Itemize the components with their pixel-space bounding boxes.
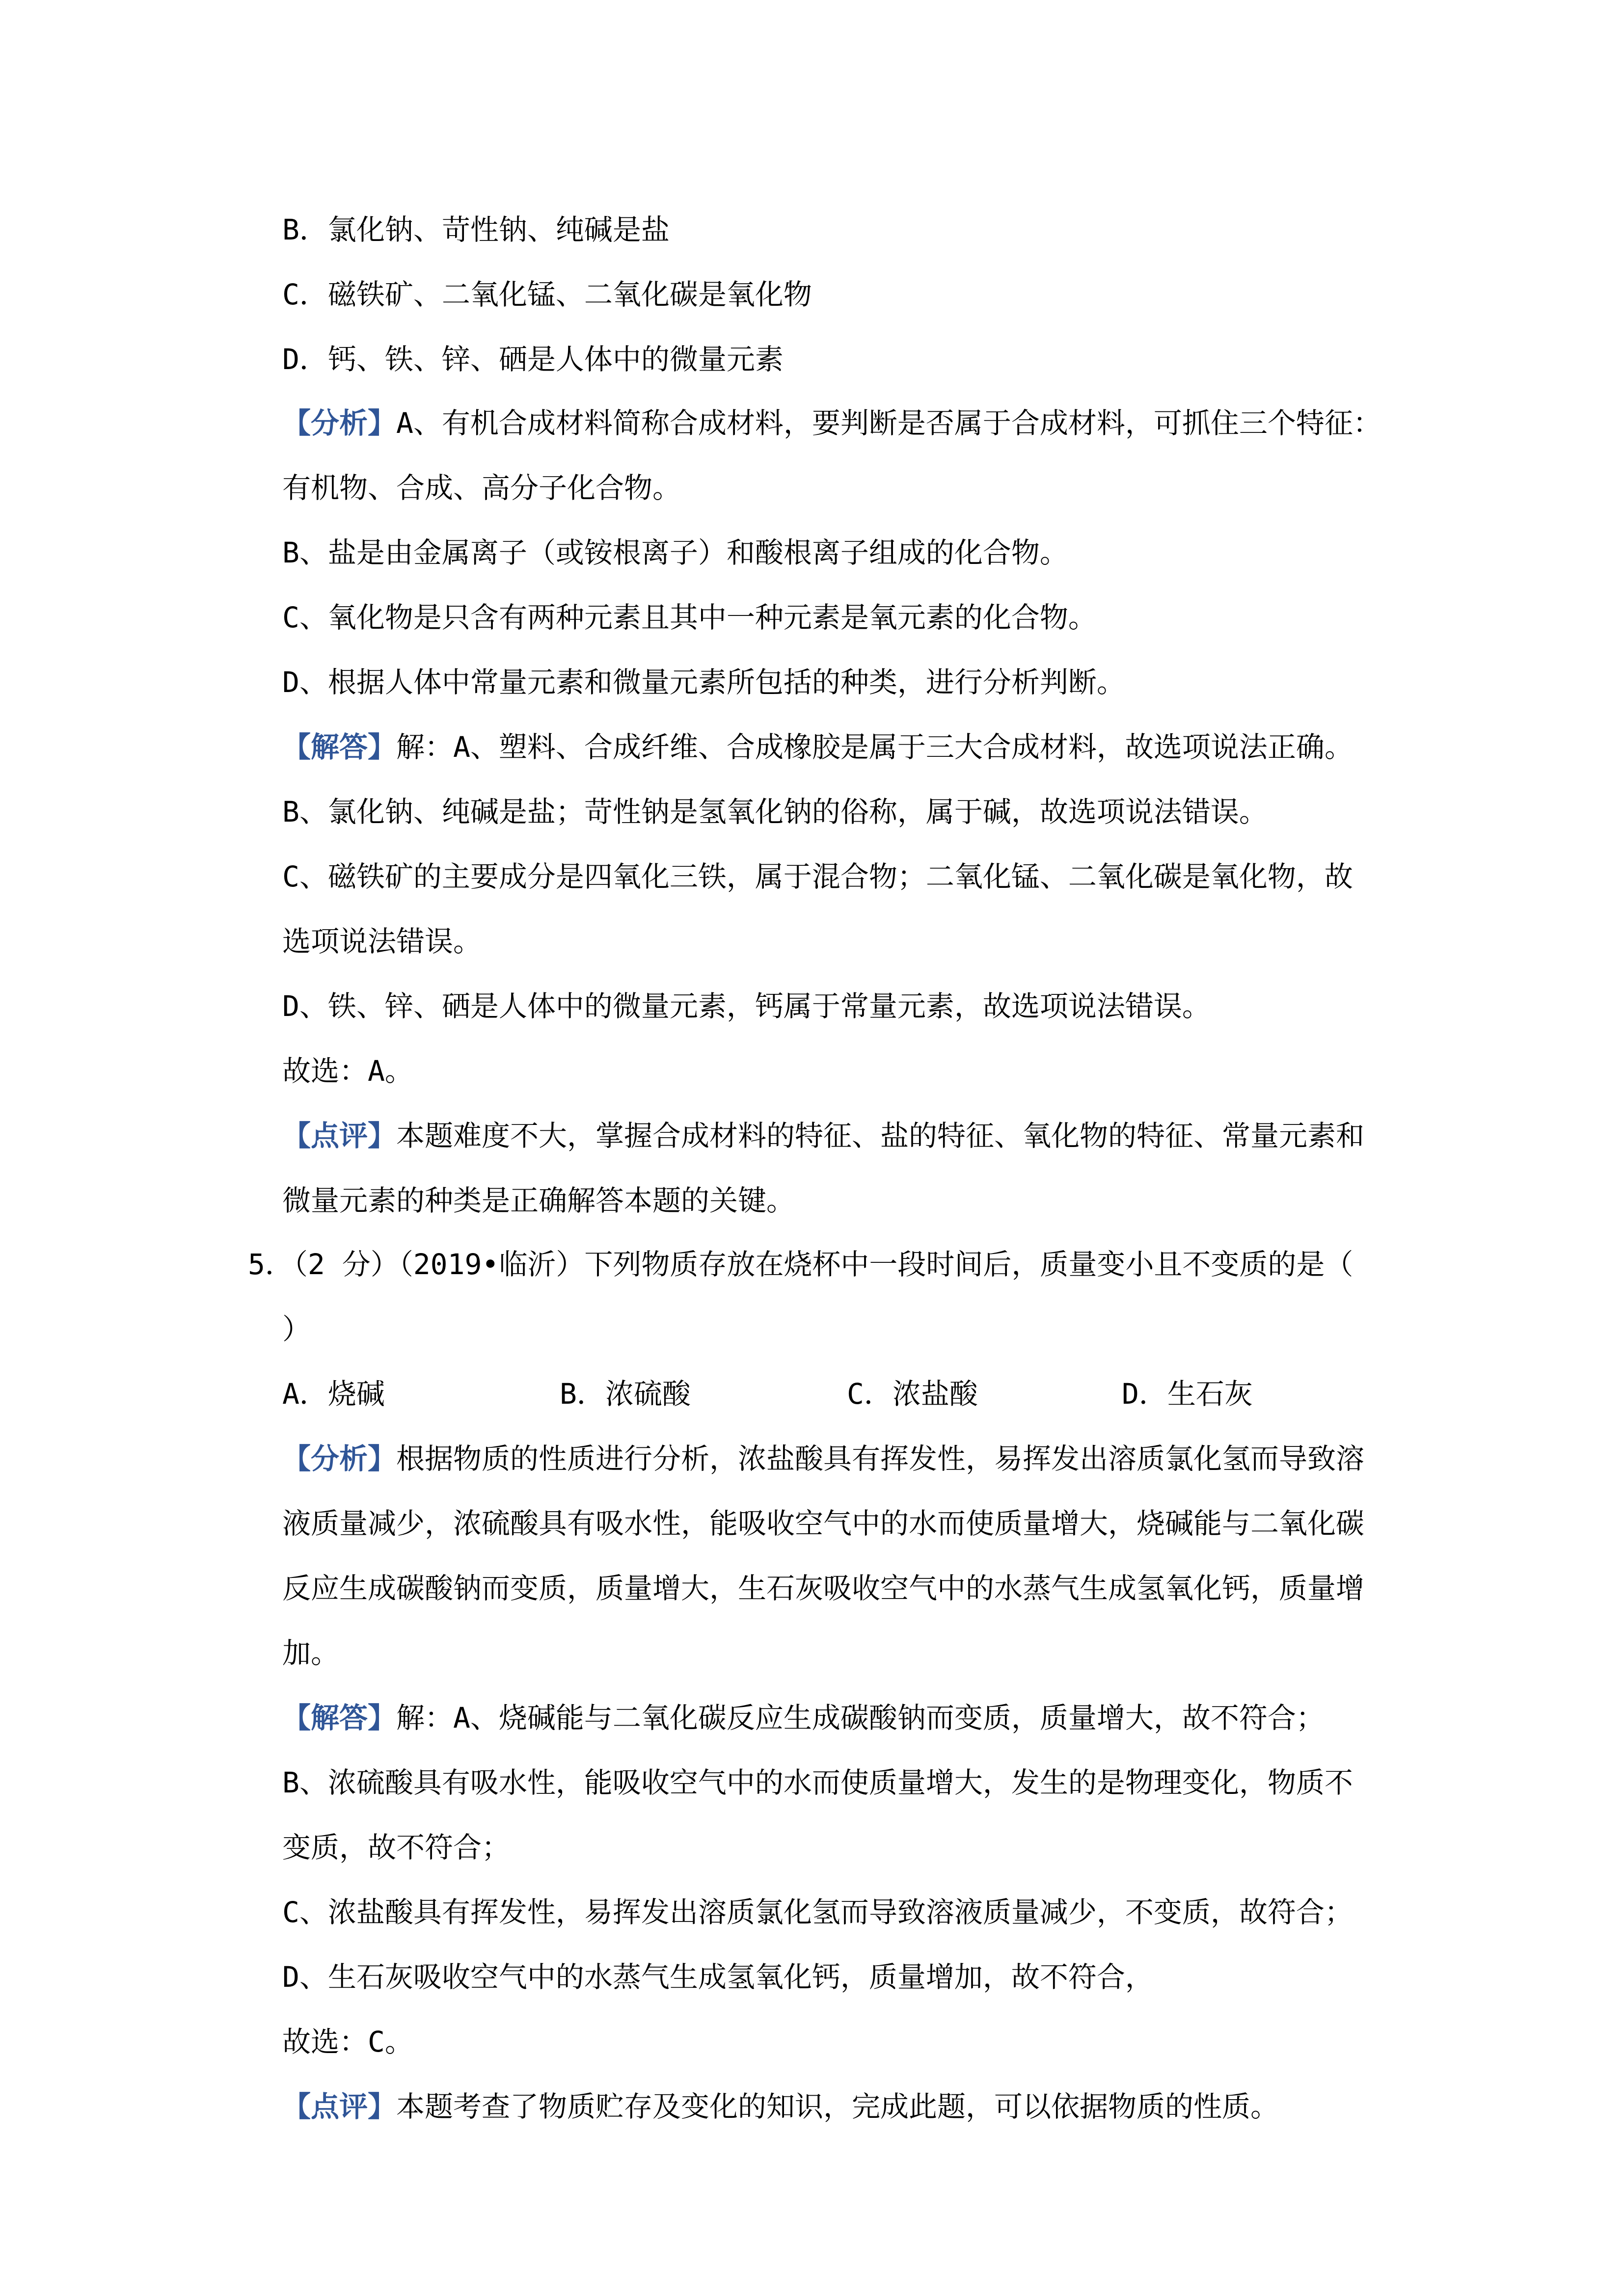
q4-analysis-text-4: C、氧化物是只含有两种元素且其中一种元素是氧元素的化合物。: [282, 601, 1097, 634]
q4-option-b: B．氯化钠、苛性钠、纯碱是盐: [282, 213, 670, 246]
q5-answer-text-1: 解：A、烧碱能与二氧化碳反应生成碳酸钠而变质，质量增大，故不符合；: [396, 1701, 1325, 1735]
q5-option-a: A．烧碱: [282, 1377, 385, 1411]
q4-analysis-text-3: B、盐是由金属离子（或铵根离子）和酸根离子组成的化合物。: [282, 536, 1068, 569]
q5-answer-text-5: D、生石灰吸收空气中的水蒸气生成氢氧化钙，质量增加，故不符合，: [282, 1960, 1154, 1994]
q5-answer-text-4: C、浓盐酸具有挥发性，易挥发出溶质氯化氢而导致溶液质量减少，不变质，故符合；: [282, 1896, 1353, 1929]
q5-comment-line: [282, 2087, 1279, 2126]
q4-comment-line: [282, 1116, 1364, 1155]
q5-comment-text-1: 本题考查了物质贮存及变化的知识，完成此题，可以依据物质的性质。: [396, 2090, 1279, 2123]
q4-answer-text-1: 解：A、塑料、合成纤维、合成橡胶是属于三大合成材料，故选项说法正确。: [396, 730, 1353, 764]
q5-stem-2: ）: [282, 1312, 311, 1346]
q4-comment-text-1: 本题难度不大，掌握合成材料的特征、盐的特征、氧化物的特征、常量元素和: [396, 1119, 1365, 1152]
q5-option-c: C．浓盐酸: [847, 1377, 978, 1411]
q5-analysis-text-2: 液质量减少，浓硫酸具有吸水性，能吸收空气中的水而使质量增大，烧碱能与二氧化碳: [282, 1507, 1365, 1540]
q5-analysis-text-4: 加。: [282, 1636, 340, 1670]
q4-analysis-text-2: 有机物、合成、高分子化合物。: [282, 471, 681, 505]
q4-analysis-text-5: D、根据人体中常量元素和微量元素所包括的种类，进行分析判断。: [282, 666, 1125, 699]
q4-answer-text-5: D、铁、锌、硒是人体中的微量元素，钙属于常量元素，故选项说法错误。: [282, 989, 1211, 1023]
comment-label: 【点评】: [282, 1119, 397, 1152]
q4-option-c: C．磁铁矿、二氧化锰、二氧化碳是氧化物: [282, 278, 812, 311]
q5-analysis-line: [282, 1439, 1364, 1478]
q5-analysis-text-1: 根据物质的性质进行分析，浓盐酸具有挥发性，易挥发出溶质氯化氢而导致溶: [396, 1442, 1365, 1475]
q5-answer-line: [282, 1698, 1325, 1737]
q5-analysis-text-3: 反应生成碳酸钠而变质，质量增大，生石灰吸收空气中的水蒸气生成氢氧化钙，质量增: [282, 1572, 1365, 1605]
answer-label: 【解答】: [282, 730, 397, 764]
q4-answer-text-3: C、磁铁矿的主要成分是四氧化三铁，属于混合物；二氧化锰、二氧化碳是氧化物，故: [282, 860, 1353, 893]
analysis-label: 【分析】: [282, 1442, 397, 1475]
q4-comment-text-2: 微量元素的种类是正确解答本题的关键。: [282, 1184, 795, 1217]
q5-answer-text-3: 变质，故不符合；: [282, 1831, 511, 1864]
q4-answer-text-4: 选项说法错误。: [282, 925, 482, 958]
q5-options-row: [282, 1374, 1411, 1414]
comment-label: 【点评】: [282, 2090, 397, 2123]
q5-stem-1: 5．（2 分）（2019•临沂）下列物质存放在烧杯中一段时间后，质量变小且不变质的是（: [248, 1248, 1353, 1281]
analysis-label: 【分析】: [282, 406, 397, 440]
q5-answer-text-2: B、浓硫酸具有吸水性，能吸收空气中的水而使质量增大，发生的是物理变化，物质不: [282, 1766, 1353, 1799]
q4-analysis-line: [282, 403, 1381, 443]
q5-option-d: D．生石灰: [1122, 1377, 1253, 1411]
q4-analysis-text-1: A、有机合成材料简称合成材料，要判断是否属于合成材料，可抓住三个特征：: [396, 406, 1381, 440]
q5-answer-text-6: 故选：C。: [282, 2025, 413, 2058]
q4-answer-line: [282, 727, 1353, 767]
answer-label: 【解答】: [282, 1701, 397, 1735]
q4-answer-text-6: 故选：A。: [282, 1054, 413, 1088]
q4-answer-text-2: B、氯化钠、纯碱是盐；苛性钠是氢氧化钠的俗称，属于碱，故选项说法错误。: [282, 795, 1268, 828]
q5-option-b: B．浓硫酸: [560, 1377, 691, 1411]
q4-option-d: D．钙、铁、锌、硒是人体中的微量元素: [282, 343, 784, 376]
